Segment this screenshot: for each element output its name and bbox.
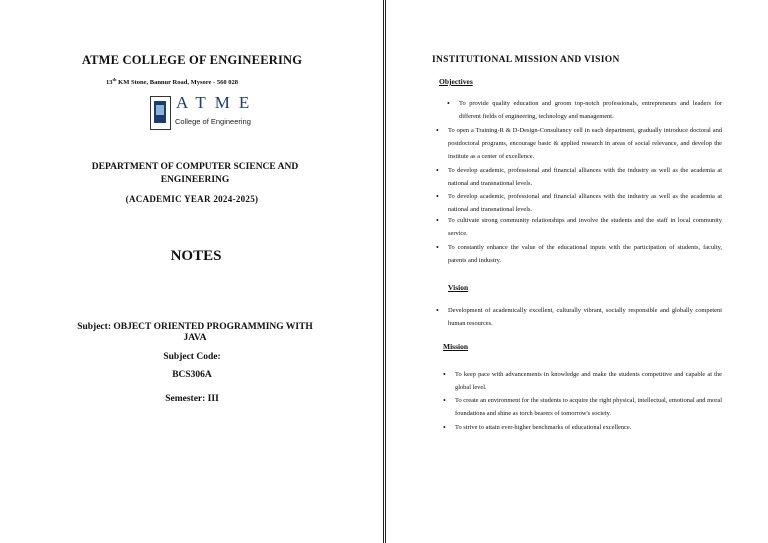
bullet-icon: • bbox=[436, 192, 439, 201]
bullet-icon: • bbox=[447, 99, 450, 108]
list-item: • To cultivate strong community relationships and involve the students and the staff in local community service. bbox=[436, 216, 722, 237]
college-logo bbox=[150, 93, 259, 134]
academic-year: (ACADEMIC YEAR 2024-2025) bbox=[125, 194, 259, 204]
page-title: INSTITUTIONAL MISSION AND VISION bbox=[432, 55, 620, 65]
subject-title: Subject: OBJECT ORIENTED PROGRAMMING WITH JAVA bbox=[77, 322, 313, 343]
list-item: • To develop academic, professional and financial alliances with the industry as well as the academia at national and transnational levels. bbox=[436, 192, 722, 213]
list-item: • To develop academic, professional and financial alliances with the industry as well as the academia at national and transnational levels. bbox=[436, 166, 722, 187]
college-address bbox=[106, 77, 238, 86]
logo-text: ATME bbox=[176, 93, 259, 112]
semester: Semester: III bbox=[165, 394, 219, 404]
bullet-icon: • bbox=[436, 166, 439, 175]
vision-heading: Vision bbox=[448, 283, 469, 292]
bullet-icon: • bbox=[443, 370, 446, 379]
college-name: ATME COLLEGE OF ENGINEERING bbox=[81, 53, 303, 67]
mission-vision-page bbox=[385, 0, 768, 543]
list-item: • To strive to attain ever-higher benchmarks of educational excellence. bbox=[443, 423, 632, 432]
address-ordinal: th bbox=[112, 77, 117, 82]
objectives-heading: Objectives bbox=[439, 77, 473, 86]
bullet-icon: • bbox=[436, 306, 439, 315]
document-type: NOTES bbox=[170, 248, 222, 264]
bullet-icon: • bbox=[443, 396, 446, 405]
bullet-icon: • bbox=[436, 126, 439, 135]
subject-code-label: Subject Code: bbox=[163, 352, 221, 362]
address-text: KM Stone, Bannur Road, Mysore - 560 028 bbox=[116, 79, 238, 87]
logo-subtext: College of Engineering bbox=[175, 117, 251, 126]
logo-emblem-icon bbox=[150, 96, 171, 130]
bullet-icon: • bbox=[443, 423, 446, 432]
list-item: • To create an environment for the students to acquire the right physical, intellectual, emotional and moral foundations and shine as torch bearers of tomorrow's society. bbox=[443, 396, 722, 417]
list-item: • Development of academically excellent, culturally vibrant, socially responsible and globally competent human resources. bbox=[436, 306, 722, 327]
list-item: • To keep pace with advancements in knowledge and make the students competitive and capable at the global level. bbox=[443, 370, 722, 391]
list-item: • To open a Training-R & D-Design-Consultancy cell in each department, gradually introduce doctoral and postdoctoral programs, encourage basic & applied research in areas of social relevance, and develop the institute as a center of excellence. bbox=[436, 126, 722, 160]
list-item: • To constantly enhance the value of the educational inputs with the participation of students, faculty, parents and industry. bbox=[436, 243, 722, 264]
bullet-icon: • bbox=[436, 216, 439, 225]
subject-code: BCS306A bbox=[172, 370, 212, 380]
bullet-icon: • bbox=[436, 243, 439, 252]
list-item: • To provide quality education and groom top-notch professionals, entrepreneurs and leaders for different fields of engineering, technology and management. bbox=[447, 99, 722, 120]
department-name: DEPARTMENT OF COMPUTER SCIENCE AND ENGINEERING bbox=[91, 162, 299, 185]
address-number: 13 bbox=[106, 79, 113, 87]
mission-heading: Mission bbox=[443, 342, 469, 351]
